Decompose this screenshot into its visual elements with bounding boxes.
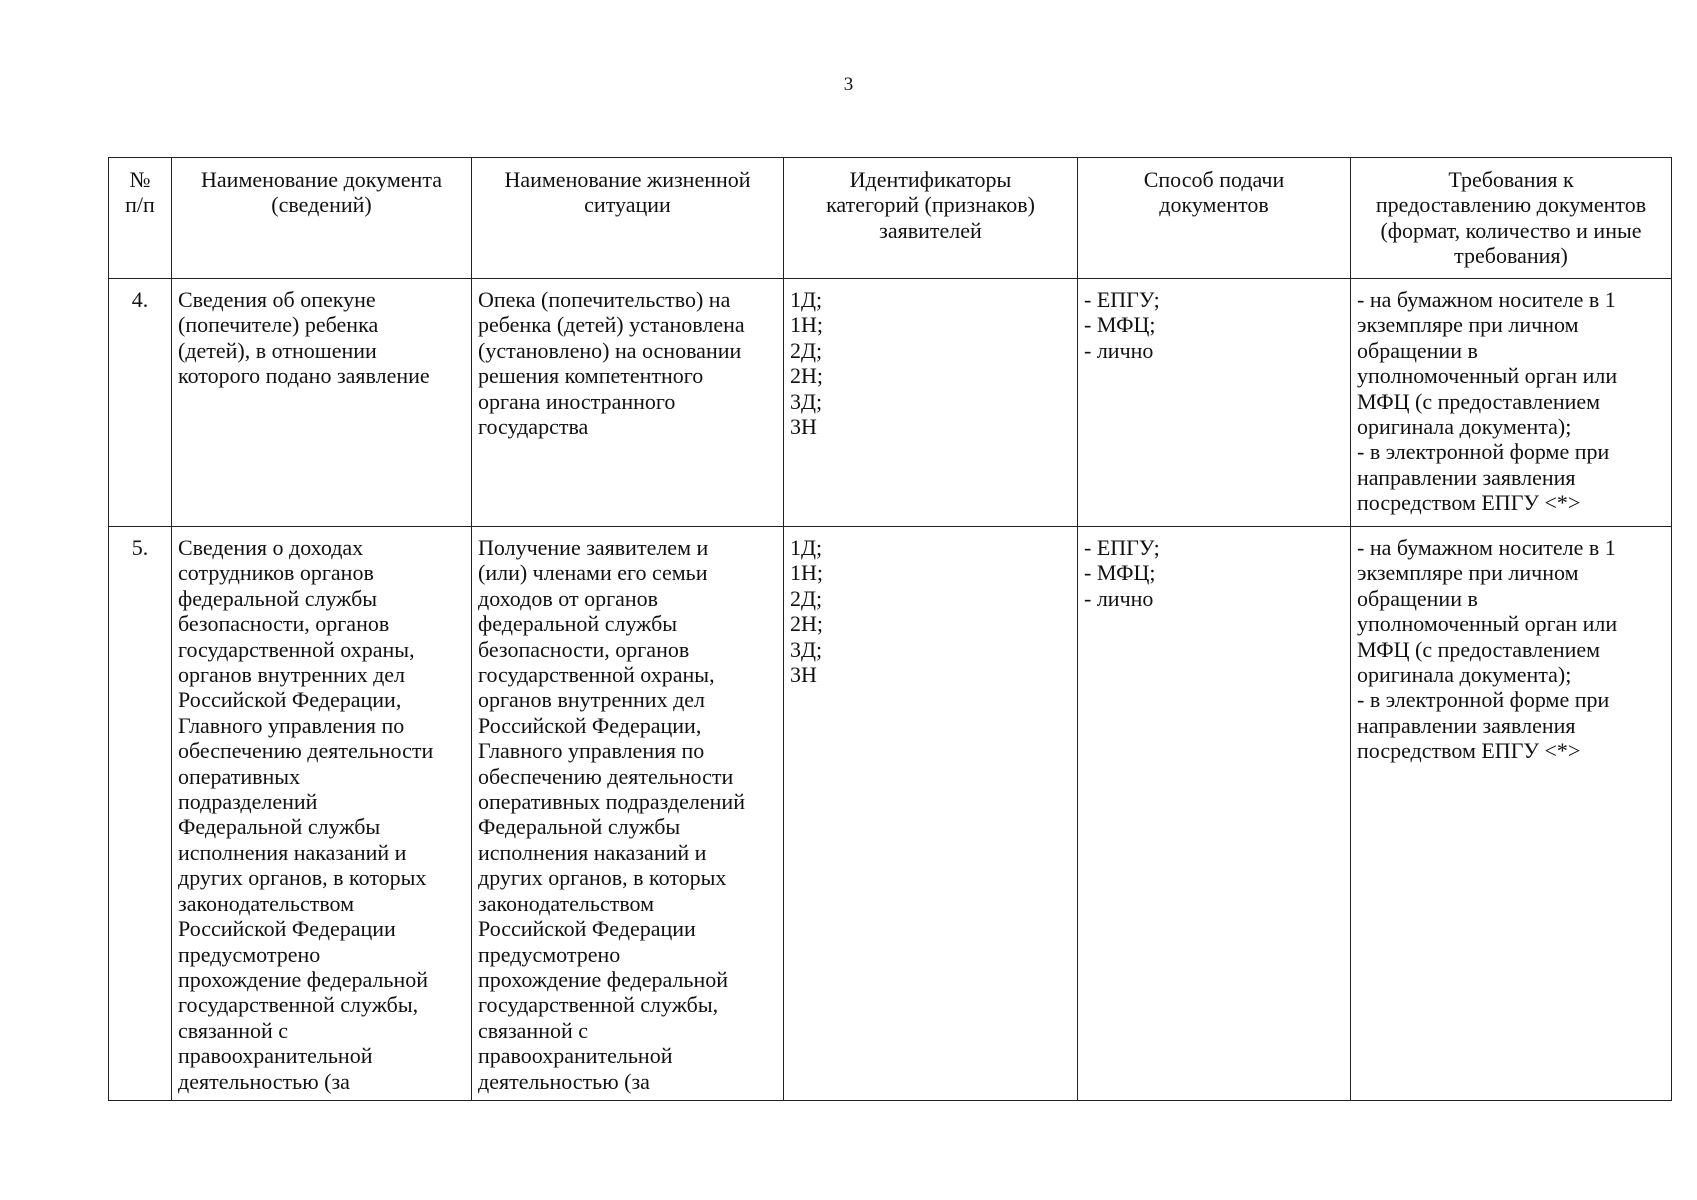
cell-text-line: направлении заявления <box>1357 712 1576 738</box>
cell-text-line: Российской Федерации, <box>478 712 702 738</box>
cell-text-line: других органов, в которых <box>478 865 727 891</box>
cell-text-line: безопасности, органов <box>178 611 390 637</box>
cell-text-line: - МФЦ; <box>1084 312 1156 338</box>
submission-method-cell <box>1078 279 1351 527</box>
cell-text-line: 3Н <box>790 662 817 688</box>
cell-text-line: - ЕПГУ; <box>1084 535 1160 560</box>
cell-text-line: ребенка (детей) установлена <box>478 312 745 338</box>
cell-text-line: правоохранительной <box>178 1043 373 1069</box>
cell-text-line: (попечителе) ребенка <box>178 312 379 338</box>
cell-text-line: 2Д; <box>790 337 823 363</box>
cell-text-line: - на бумажном носителе в 1 <box>1357 287 1616 312</box>
cell-text-line: безопасности, органов <box>478 636 690 662</box>
cell-text-line: подразделений <box>178 789 318 815</box>
cell-text-line: Идентификаторы <box>849 167 1012 192</box>
cell-text-line: Главного управления по <box>178 712 405 738</box>
cell-text-line: сотрудников органов <box>178 560 374 586</box>
cell-text-line: 1Д; <box>790 535 823 560</box>
cell-text-line: исполнения наказаний и <box>178 839 407 865</box>
cell-text-line: экземпляре при личном <box>1357 312 1579 338</box>
cell-text-line: органов внутренних дел <box>478 687 706 713</box>
cell-text-line: - ЕПГУ; <box>1084 287 1160 312</box>
life-situation-cell <box>472 527 784 1101</box>
cell-text-line: предоставлению документов <box>1375 192 1647 218</box>
cell-text-line: категорий (признаков) <box>826 192 1035 218</box>
cell-text-line: связанной с <box>178 1017 289 1043</box>
header-cell-requirements <box>1351 158 1672 279</box>
cell-text-line: Требования к <box>1448 167 1574 192</box>
cell-text-line: органа иностранного <box>478 388 676 414</box>
cell-text-line: Федеральной службы <box>478 814 681 840</box>
cell-text-line: 3Д; <box>790 388 823 414</box>
requirements-cell <box>1351 527 1672 1101</box>
cell-text-line: обращении в <box>1357 585 1478 611</box>
cell-text-line: уполномоченный орган или <box>1357 611 1618 637</box>
cell-text-line: оригинала документа); <box>1357 662 1572 688</box>
cell-text-line: Сведения о доходах <box>178 535 364 560</box>
cell-text-line: Получение заявителем и <box>478 535 709 560</box>
cell-text-line: - лично <box>1084 337 1154 363</box>
cell-text-line: законодательством <box>178 890 355 916</box>
cell-text-line: МФЦ (с предоставлением <box>1357 388 1601 414</box>
cell-text-line: - на бумажном носителе в 1 <box>1357 535 1616 560</box>
header-cell-number <box>109 158 172 279</box>
cell-text-line: - в электронной форме при <box>1357 439 1610 465</box>
cell-text-line: п/п <box>125 192 155 218</box>
document-name-cell <box>172 527 472 1101</box>
cell-text-line: предусмотрено <box>178 941 321 967</box>
life-situation-cell <box>472 279 784 527</box>
cell-text-line: (или) членами его семьи <box>478 560 708 586</box>
cell-text-line: 2Н; <box>790 611 823 637</box>
table-row <box>109 527 1672 1101</box>
cell-text-line: (установлено) на основании <box>478 337 742 363</box>
document-name-cell <box>172 279 472 527</box>
cell-text-line: Опека (попечительство) на <box>478 287 731 312</box>
cell-text-line: ситуации <box>584 192 671 218</box>
cell-text-line: решения компетентного <box>478 363 704 389</box>
cell-text-line: прохождение федеральной <box>478 966 729 992</box>
requirements-cell <box>1351 279 1672 527</box>
submission-method-cell <box>1078 527 1351 1101</box>
cell-text-line: 3Д; <box>790 636 823 662</box>
cell-text-line: Способ подачи <box>1143 167 1285 192</box>
cell-text-line: экземпляре при личном <box>1357 560 1579 586</box>
cell-text-line: 2Д; <box>790 585 823 611</box>
cell-text-line: законодательством <box>478 890 655 916</box>
row-number: 5. <box>109 527 172 1101</box>
cell-text-line: государственной охраны, <box>478 662 715 688</box>
cell-text-line: 3Н <box>790 414 817 440</box>
cell-text-line: 1Н; <box>790 312 823 338</box>
cell-text-line: № <box>129 167 151 192</box>
header-cell-applicant-identifiers <box>784 158 1078 279</box>
cell-text-line: государства <box>478 414 589 440</box>
cell-text-line: связанной с <box>478 1017 589 1043</box>
cell-text-line: обеспечению деятельности <box>178 738 434 764</box>
cell-text-line: Наименование жизненной <box>504 167 751 192</box>
row-number: 4. <box>109 279 172 527</box>
cell-text-line: направлении заявления <box>1357 464 1576 490</box>
cell-text-line: Главного управления по <box>478 738 705 764</box>
cell-text-line: документов <box>1159 192 1269 218</box>
cell-text-line: федеральной службы <box>178 585 378 611</box>
cell-text-line: других органов, в которых <box>178 865 427 891</box>
cell-text-line: посредством ЕПГУ <*> <box>1357 738 1581 764</box>
cell-text-line: - МФЦ; <box>1084 560 1156 586</box>
cell-text-line: федеральной службы <box>478 611 678 637</box>
cell-text-line: которого подано заявление <box>178 363 430 389</box>
cell-text-line: Наименование документа <box>201 167 442 192</box>
cell-text-line: обращении в <box>1357 337 1478 363</box>
cell-text-line: оперативных <box>178 763 301 789</box>
cell-text-line: МФЦ (с предоставлением <box>1357 636 1601 662</box>
cell-text-line: прохождение федеральной <box>178 966 429 992</box>
cell-text-line: требования) <box>1454 243 1568 269</box>
identifiers-cell <box>784 279 1078 527</box>
cell-text-line: (формат, количество и иные <box>1380 217 1642 243</box>
page-number: 3 <box>843 74 854 95</box>
cell-text-line: Сведения об опекуне <box>178 287 376 312</box>
cell-text-line: деятельностью (за <box>178 1068 350 1094</box>
cell-text-line: деятельностью (за <box>478 1068 650 1094</box>
cell-text-line: уполномоченный орган или <box>1357 363 1618 389</box>
cell-text-line: посредством ЕПГУ <*> <box>1357 490 1581 516</box>
cell-text-line: - в электронной форме при <box>1357 687 1610 713</box>
cell-text-line: Федеральной службы <box>178 814 381 840</box>
cell-text-line: - лично <box>1084 585 1154 611</box>
cell-text-line: органов внутренних дел <box>178 662 406 688</box>
identifiers-cell <box>784 527 1078 1101</box>
cell-text-line: предусмотрено <box>478 941 621 967</box>
header-cell-life-situation <box>472 158 784 279</box>
cell-text-line: 2Н; <box>790 363 823 389</box>
header-cell-submission-method <box>1078 158 1351 279</box>
cell-text-line: исполнения наказаний и <box>478 839 707 865</box>
cell-text-line: оперативных подразделений <box>478 789 745 815</box>
cell-text-line: государственной службы, <box>178 992 419 1018</box>
cell-text-line: Российской Федерации <box>478 916 696 942</box>
cell-text-line: 1Д; <box>790 287 823 312</box>
cell-text-line: доходов от органов <box>478 585 659 611</box>
table-header-row <box>109 158 1672 279</box>
cell-text-line: правоохранительной <box>478 1043 673 1069</box>
documents-table <box>108 157 1672 1101</box>
cell-text-line: государственной охраны, <box>178 636 415 662</box>
cell-text-line: (сведений) <box>271 192 372 218</box>
cell-text-line: 1Н; <box>790 560 823 586</box>
cell-text-line: Российской Федерации <box>178 916 396 942</box>
table-row <box>109 279 1672 527</box>
cell-text-line: оригинала документа); <box>1357 414 1572 440</box>
header-cell-document-name <box>172 158 472 279</box>
cell-text-line: заявителей <box>879 217 982 243</box>
cell-text-line: обеспечению деятельности <box>478 763 734 789</box>
cell-text-line: Российской Федерации, <box>178 687 402 713</box>
cell-text-line: (детей), в отношении <box>178 337 377 363</box>
cell-text-line: государственной службы, <box>478 992 719 1018</box>
